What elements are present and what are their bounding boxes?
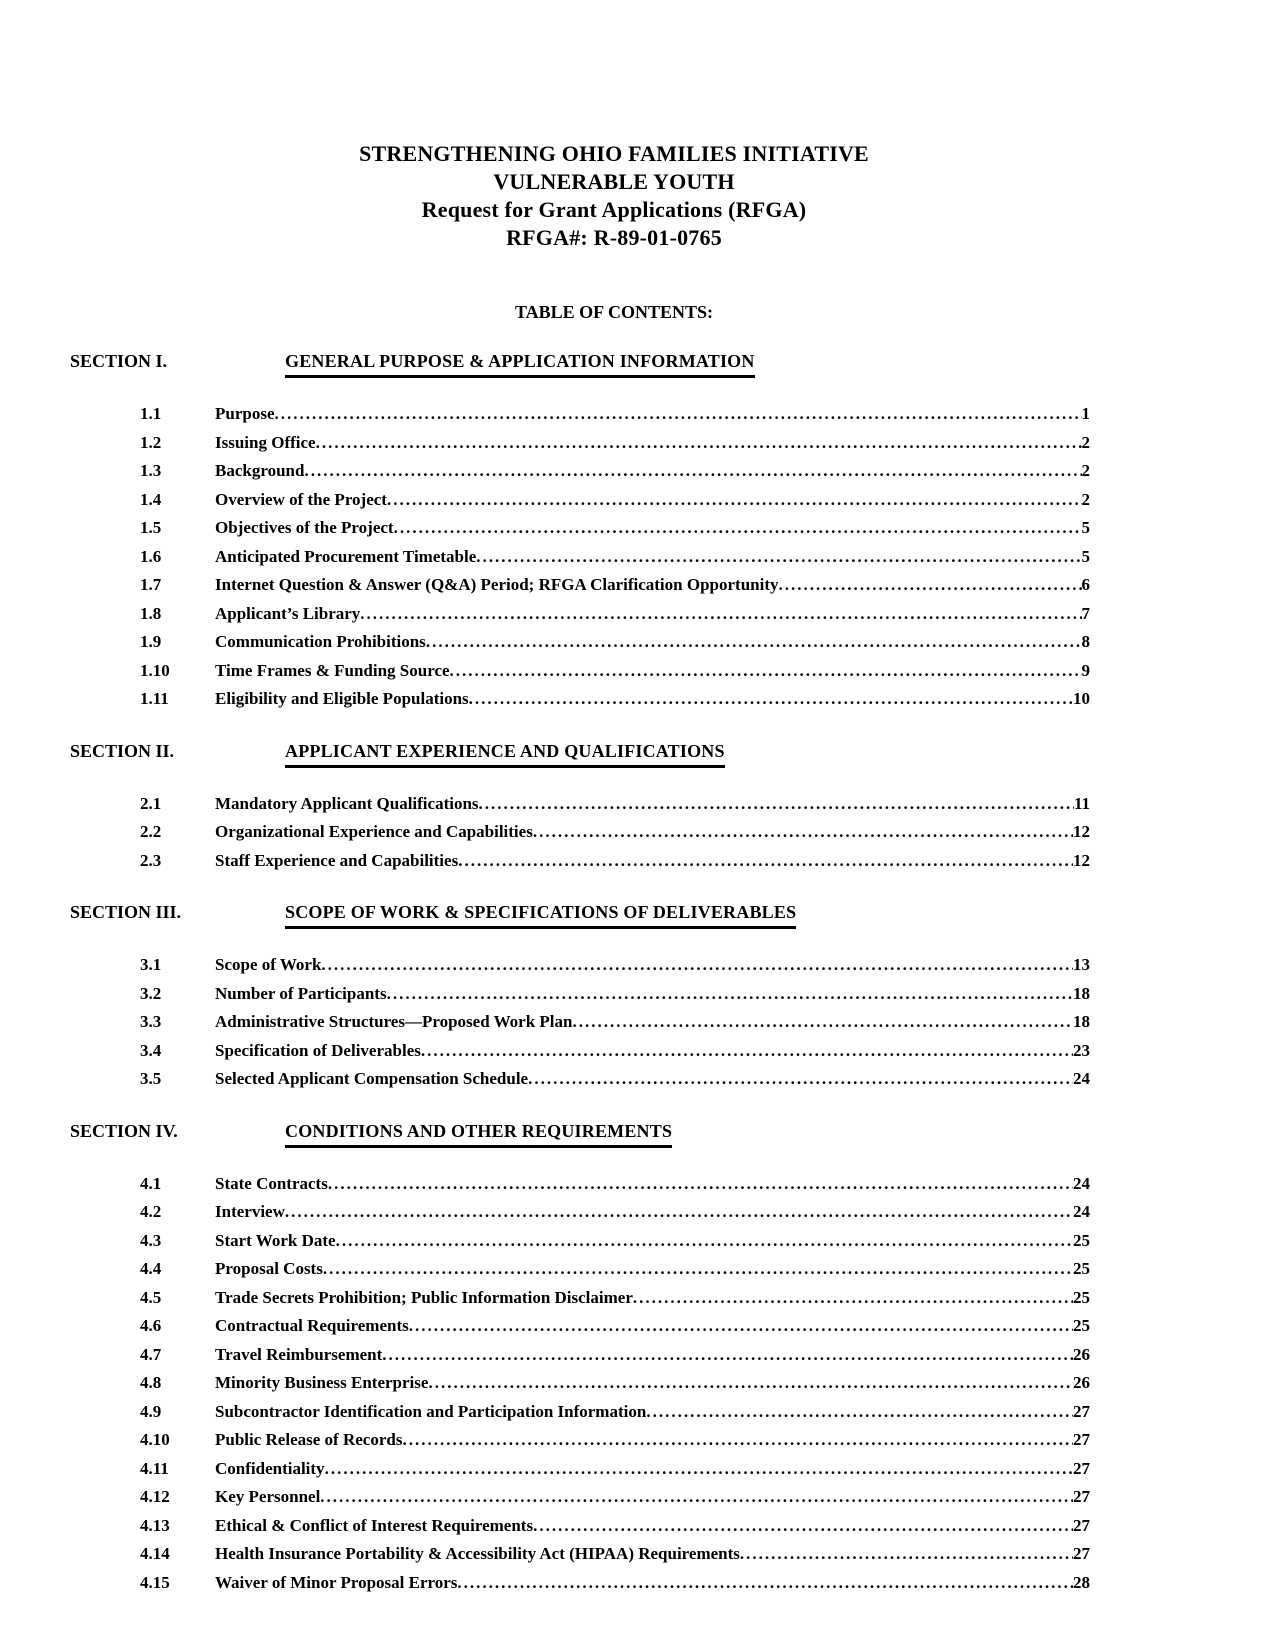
toc-entry-page: 13 <box>1073 955 1090 974</box>
section-heading: SCOPE OF WORK & SPECIFICATIONS OF DELIVERABLES <box>285 899 796 929</box>
toc-entry-number: 1.8 <box>140 603 162 623</box>
section-items <box>70 1170 1275 1598</box>
toc-entry <box>70 657 1090 686</box>
toc-entry-title: Contractual Requirements <box>215 1316 409 1335</box>
dot-leader <box>572 1008 1073 1037</box>
dot-leader <box>304 457 1081 486</box>
toc-sections <box>70 348 1275 1597</box>
toc-entry-page: 11 <box>1073 793 1090 813</box>
toc-section <box>70 899 1275 1094</box>
dot-leader <box>285 1198 1073 1227</box>
dot-leader <box>421 1037 1073 1066</box>
toc-entry <box>70 980 1090 1009</box>
toc-entry-title: Health Insurance Portability & Accessibility Act (HIPAA) Requirements <box>215 1544 740 1563</box>
dot-leader <box>633 1284 1073 1313</box>
toc-entry-title: Minority Business Enterprise <box>215 1373 429 1392</box>
toc-entry-number: 1.2 <box>140 432 162 452</box>
toc-entry-title: Mandatory Applicant Qualifications <box>215 793 479 813</box>
toc-entry <box>70 514 1090 543</box>
dot-leader <box>528 1065 1073 1094</box>
section-label: SECTION II. <box>70 740 175 761</box>
toc-entry <box>70 1483 1090 1512</box>
dot-leader <box>533 818 1073 847</box>
toc-entry-number: 2.3 <box>140 850 162 870</box>
toc-entry-number: 1.1 <box>140 404 162 423</box>
toc-entry-title: Organizational Experience and Capabilities <box>215 822 533 841</box>
toc-entry-number: 3.2 <box>140 983 162 1003</box>
toc-entry <box>70 1008 1090 1037</box>
toc-entry <box>70 1255 1090 1284</box>
toc-entry-number: 2.1 <box>140 793 162 813</box>
section-items <box>70 951 1275 1094</box>
toc-entry-title: Waiver of Minor Proposal Errors <box>215 1572 458 1592</box>
toc-entry <box>70 429 1090 458</box>
dot-leader <box>428 1369 1073 1398</box>
toc-entry-number: 3.4 <box>140 1040 162 1060</box>
toc-entry <box>70 790 1090 819</box>
toc-entry-number: 4.1 <box>140 1173 162 1193</box>
toc-entry-title: Proposal Costs <box>215 1259 323 1278</box>
dot-leader <box>325 1455 1073 1484</box>
toc-entry-number: 4.5 <box>140 1287 162 1307</box>
dot-leader <box>387 486 1082 515</box>
toc-entry-title: State Contracts <box>215 1173 328 1193</box>
toc-entry-page: 2 <box>1081 461 1090 480</box>
section-head <box>70 1118 1275 1148</box>
toc-entry <box>70 847 1090 876</box>
toc-entry-title: Internet Question & Answer (Q&A) Period; RFGA Clarification Opportunity <box>215 575 779 594</box>
toc-entry-title: Objectives of the Project <box>215 518 394 537</box>
toc-section <box>70 348 1275 714</box>
dot-leader <box>479 790 1074 819</box>
toc-entry <box>70 1284 1090 1313</box>
toc-entry-page: 6 <box>1081 575 1090 594</box>
toc-entry-page: 24 <box>1073 1202 1090 1221</box>
toc-entry-page: 26 <box>1073 1344 1090 1364</box>
toc-entry-number: 1.3 <box>140 461 162 480</box>
dot-leader <box>740 1540 1073 1569</box>
toc-entry-page: 24 <box>1073 1069 1090 1088</box>
dot-leader <box>469 685 1073 714</box>
toc-entry-number: 4.14 <box>140 1544 170 1563</box>
toc-entry-title: Anticipated Procurement Timetable <box>215 546 477 566</box>
toc-entry-page: 8 <box>1081 632 1090 651</box>
toc-entry-number: 4.13 <box>140 1515 170 1535</box>
dot-leader <box>426 628 1082 657</box>
toc-entry-number: 4.15 <box>140 1572 170 1592</box>
toc-entry-page: 2 <box>1081 432 1090 452</box>
dot-leader <box>316 429 1082 458</box>
toc-entry-page: 24 <box>1073 1173 1090 1193</box>
toc-entry-page: 2 <box>1081 489 1090 509</box>
toc-entry <box>70 600 1090 629</box>
toc-heading: TABLE OF CONTENTS: <box>514 302 714 322</box>
toc-entry-number: 4.12 <box>140 1487 170 1506</box>
title-line-initiative: STRENGTHENING OHIO FAMILIES INITIATIVE <box>359 141 869 166</box>
toc-entry <box>70 1512 1090 1541</box>
section-label: SECTION III. <box>70 902 182 922</box>
toc-entry-number: 4.8 <box>140 1373 162 1392</box>
toc-entry-page: 18 <box>1073 983 1090 1003</box>
toc-entry <box>70 1227 1090 1256</box>
dot-leader <box>457 1569 1073 1598</box>
toc-entry-title: Staff Experience and Capabilities <box>215 850 459 870</box>
toc-entry-number: 3.3 <box>140 1012 162 1031</box>
toc-entry-title: Time Frames & Funding Source <box>215 660 450 680</box>
toc-entry-number: 1.5 <box>140 518 162 537</box>
section-head <box>70 348 1275 378</box>
toc-entry-title: Trade Secrets Prohibition; Public Information Disclaimer <box>215 1287 633 1307</box>
toc-section <box>70 1118 1275 1598</box>
dot-leader <box>646 1398 1073 1427</box>
toc-entry-number: 4.10 <box>140 1430 170 1449</box>
dot-leader <box>476 543 1081 572</box>
title-line-program: VULNERABLE YOUTH <box>493 169 735 194</box>
toc-entry <box>70 1455 1090 1484</box>
toc-entry-page: 10 <box>1073 689 1090 708</box>
toc-entry-number: 4.2 <box>140 1202 162 1221</box>
toc-entry-number: 1.4 <box>140 489 162 509</box>
toc-entry-title: Number of Participants <box>215 983 387 1003</box>
toc-entry-title: Start Work Date <box>215 1230 336 1250</box>
toc-entry-title: Public Release of Records <box>215 1430 403 1449</box>
dot-leader <box>778 571 1081 600</box>
toc-entry-title: Purpose <box>215 404 275 423</box>
toc-entry-page: 27 <box>1073 1515 1090 1535</box>
toc-entry-page: 5 <box>1081 518 1090 537</box>
toc-entry-page: 1 <box>1081 404 1090 423</box>
toc-entry <box>70 1341 1090 1370</box>
dot-leader <box>387 980 1073 1009</box>
toc-entry-page: 27 <box>1073 1544 1090 1563</box>
toc-entry-title: Administrative Structures—Proposed Work Plan <box>215 1012 573 1031</box>
toc-entry <box>70 1065 1090 1094</box>
section-label: SECTION IV. <box>70 1120 178 1141</box>
toc-entry-title: Overview of the Project <box>215 489 387 509</box>
toc-entry-page: 27 <box>1073 1458 1090 1478</box>
toc-entry <box>70 951 1090 980</box>
toc-entry <box>70 1369 1090 1398</box>
dot-leader <box>323 1255 1073 1284</box>
section-head <box>70 899 1275 929</box>
toc-entry-title: Specification of Deliverables <box>215 1040 421 1060</box>
toc-entry <box>70 628 1090 657</box>
toc-entry-number: 1.7 <box>140 575 162 594</box>
toc-entry-page: 27 <box>1073 1487 1090 1506</box>
toc-entry-title: Interview <box>215 1202 285 1221</box>
toc-entry <box>70 543 1090 572</box>
toc-entry-page: 27 <box>1073 1401 1090 1421</box>
dot-leader <box>382 1341 1073 1370</box>
toc-entry-page: 18 <box>1073 1012 1090 1031</box>
toc-entry-number: 4.3 <box>140 1230 162 1250</box>
toc-entry-title: Key Personnel <box>215 1487 321 1506</box>
toc-entry-title: Travel Reimbursement <box>215 1344 383 1364</box>
section-items <box>70 790 1275 876</box>
dot-leader <box>321 951 1073 980</box>
toc-entry <box>70 1198 1090 1227</box>
toc-entry-page: 26 <box>1073 1373 1090 1392</box>
toc-entry-number: 3.5 <box>140 1069 162 1088</box>
toc-entry-title: Applicant’s Library <box>215 603 361 623</box>
toc-entry-number: 1.9 <box>140 632 162 651</box>
toc-entry <box>70 818 1090 847</box>
dot-leader <box>320 1483 1073 1512</box>
section-label: SECTION I. <box>70 351 168 371</box>
dot-leader <box>409 1312 1073 1341</box>
toc-entry-title: Background <box>215 461 305 480</box>
toc-entry <box>70 1037 1090 1066</box>
dot-leader <box>394 514 1082 543</box>
toc-entry <box>70 400 1090 429</box>
toc-entry-page: 23 <box>1073 1040 1090 1060</box>
toc-entry <box>70 1426 1090 1455</box>
toc-entry-number: 3.1 <box>140 955 162 974</box>
title-line-rfga: Request for Grant Applications (RFGA) <box>421 197 807 222</box>
section-heading: CONDITIONS AND OTHER REQUIREMENTS <box>285 1118 672 1148</box>
toc-entry <box>70 486 1090 515</box>
toc-entry-number: 4.11 <box>140 1458 169 1478</box>
toc-section <box>70 738 1275 876</box>
toc-entry-title: Communication Prohibitions <box>215 632 426 651</box>
toc-entry-page: 12 <box>1073 822 1090 841</box>
toc-entry-page: 25 <box>1073 1259 1090 1278</box>
toc-entry-page: 25 <box>1073 1287 1090 1307</box>
section-items <box>70 400 1275 714</box>
section-heading: GENERAL PURPOSE & APPLICATION INFORMATION <box>285 348 755 378</box>
dot-leader <box>458 847 1073 876</box>
toc-entry <box>70 1170 1090 1199</box>
toc-entry-number: 4.6 <box>140 1316 162 1335</box>
toc-entry-page: 7 <box>1081 603 1090 623</box>
toc-entry-title: Selected Applicant Compensation Schedule <box>215 1069 529 1088</box>
toc-entry <box>70 1312 1090 1341</box>
toc-entry <box>70 1540 1090 1569</box>
toc-entry-page: 28 <box>1073 1572 1090 1592</box>
dot-leader <box>336 1227 1073 1256</box>
toc-entry <box>70 571 1090 600</box>
toc-entry <box>70 1398 1090 1427</box>
toc-entry <box>70 1569 1090 1598</box>
toc-entry-page: 25 <box>1073 1230 1090 1250</box>
toc-entry-title: Issuing Office <box>215 432 316 452</box>
toc-entry-number: 1.10 <box>140 660 170 680</box>
toc-entry-title: Confidentiality <box>215 1458 325 1478</box>
toc-entry <box>70 685 1090 714</box>
section-heading: APPLICANT EXPERIENCE AND QUALIFICATIONS <box>285 738 725 768</box>
toc-entry-page: 27 <box>1073 1430 1090 1449</box>
toc-entry-page: 5 <box>1081 546 1090 566</box>
dot-leader <box>360 600 1081 629</box>
toc-entry <box>70 457 1090 486</box>
toc-entry-title: Subcontractor Identification and Participation Information <box>215 1401 647 1421</box>
toc-entry-title: Ethical & Conflict of Interest Requirements <box>215 1515 534 1535</box>
dot-leader <box>533 1512 1073 1541</box>
dot-leader <box>275 400 1082 429</box>
toc-entry-number: 4.9 <box>140 1401 162 1421</box>
dot-leader <box>402 1426 1073 1455</box>
title-line-rfga-number: RFGA#: R-89-01-0765 <box>506 225 722 250</box>
toc-entry-number: 4.4 <box>140 1259 162 1278</box>
section-head <box>70 738 1275 768</box>
dot-leader <box>450 657 1082 686</box>
document-title <box>70 140 1158 252</box>
toc-entry-number: 4.7 <box>140 1344 162 1364</box>
toc-entry-number: 1.11 <box>140 689 169 708</box>
toc-entry-page: 12 <box>1073 850 1090 870</box>
toc-entry-number: 2.2 <box>140 822 162 841</box>
toc-entry-title: Scope of Work <box>215 955 322 974</box>
dot-leader <box>328 1170 1073 1199</box>
toc-entry-page: 9 <box>1081 660 1090 680</box>
toc-entry-page: 25 <box>1073 1316 1090 1335</box>
toc-entry-title: Eligibility and Eligible Populations <box>215 689 469 708</box>
toc-entry-number: 1.6 <box>140 546 162 566</box>
